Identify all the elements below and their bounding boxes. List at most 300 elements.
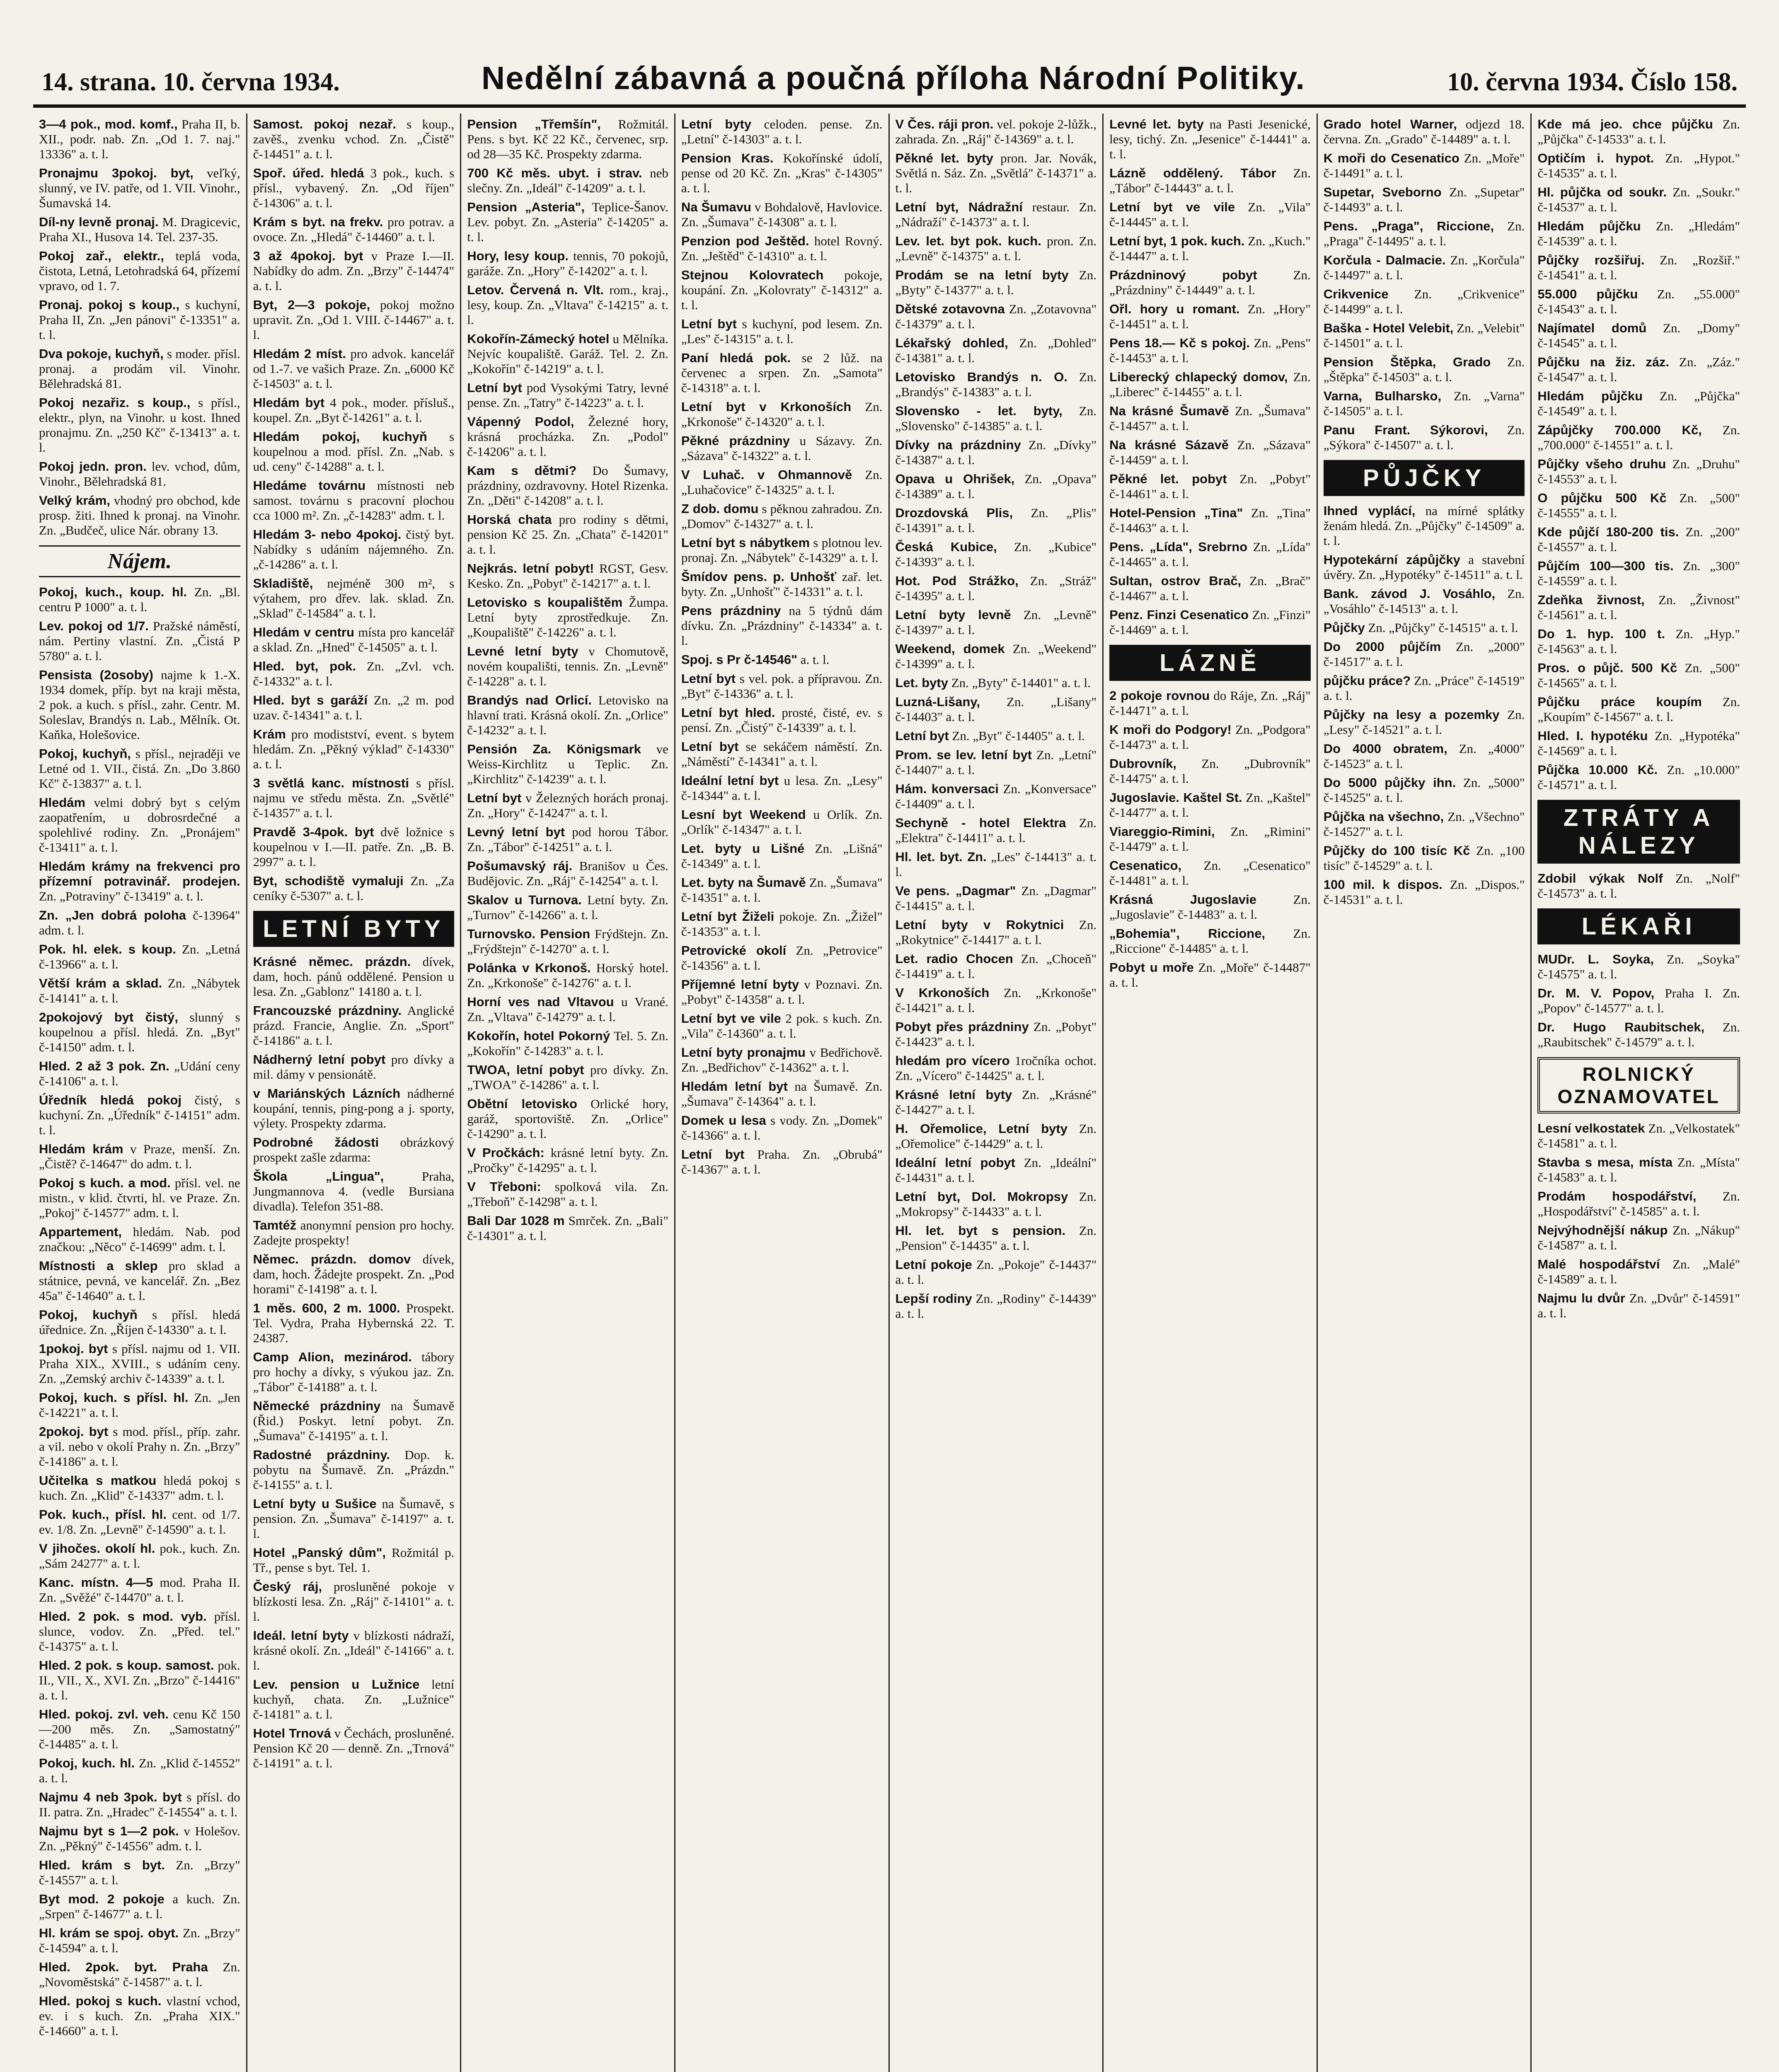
ad-headline: Pobyt u moře [1109,960,1194,975]
ad-body: Zn. „Vila" č-14445" a. t. l. [1109,200,1311,229]
ad-headline: Byt, 2—3 pokoje, [253,298,370,312]
ad-body: Zn. „Korčula" č-14497" a. t. l. [1323,253,1525,282]
classified-ad [1537,627,1740,656]
classified-ad [896,574,1097,603]
ad-headline: Hl. let. byt. Zn. [895,850,987,864]
ad-body: Zn. „Weekend" č-14399" a. t. l. [895,641,1097,671]
ad-body: Zn. „Zotavovna" č-14379" a. t. l. [895,302,1097,331]
ad-body: dívek, dam, hoch. pánů oddělené. Pension u lesa. Zn. „Gablonz" 14180 a. t. l. [253,954,455,999]
classified-ad [896,540,1097,569]
ad-headline: 2pokojový byt čistý, [39,1010,178,1024]
ad-headline: Letní byt s nábytkem [681,535,810,550]
ad-body: a stavební úvěry. Zn. „Hypotéky" č-14511" a. t. l. [1323,552,1525,582]
classified-ad [467,1145,668,1175]
ad-body: Zn. „Varna" č-14505" a. t. l. [1323,389,1525,418]
ad-headline: Pokoj jedn. pron. [39,459,147,474]
classified-ad [467,283,668,327]
classified-ad [467,1029,668,1058]
classified-ad [1324,117,1525,147]
classified-ad [681,977,883,1007]
ad-headline: Hotel-Pension „Tina" [1109,506,1243,520]
classified-ad [896,117,1097,147]
classified-ad [467,1213,668,1243]
section-heading-najem: Nájem. [39,545,240,577]
ad-headline: Stejnou Kolovratech [681,268,824,282]
classified-ad [681,705,883,735]
ad-body: 4 pok., moder. přísluš., koupel. Zn. „Byt č-14261" a. t. l. [253,395,455,425]
ad-body: s přísl., nejraději ve Letné od 1. VII., čistá. Zn. „Do 3.860 Kč" č-13837" a. t. l. [39,746,240,791]
ad-body: Tel. 5. Zn. „Kokořín" č-14283" a. t. l. [467,1029,668,1058]
ad-body: Zn. „Zvl. vch. č-14332" a. t. l. [253,659,455,688]
classified-ad [253,346,455,391]
classified-ad [681,943,883,973]
classified-ad [1109,722,1311,752]
ad-body: Zn. „Tina" č-14463" a. t. l. [1109,506,1311,535]
ad-headline: Zdobil výkak Nolf [1537,871,1663,886]
ad-body: Zn. „Ořemolice" č-14429" a. t. l. [895,1121,1097,1151]
classified-ad [1537,986,1740,1016]
ad-body: místnosti neb samost. továrnu s pracovní plochou cca 1000 m². Zn. „č-14283" adm. t. l. [253,478,455,523]
ad-headline: Najímatel domů [1537,321,1647,335]
ad-body: s vel. pok. a přípravou. Zn. „Byt" č-14336" a. t. l. [681,671,883,701]
ad-body: na 5 týdnů dám dívku. Zn. „Prázdniny" č-14334" a. t. l. [681,603,883,648]
ad-body: Zn. „Soukr." č-14537" a. t. l. [1537,185,1740,214]
ad-headline: Ideál. letní byty [253,1628,349,1643]
ad-headline: 1 měs. 600, 2 m. 1000. [253,1301,400,1315]
ad-body: Zn. „Pension" č-14435" a. t. l. [895,1223,1097,1253]
ad-headline: Pension „Asteria", [467,200,585,214]
classified-ad [681,467,883,497]
classified-ad [253,874,455,903]
classified-ad [253,249,455,293]
ad-body: cent. od 1/7. ev. 1/8. Zn. „Levně" č-14590" a. t. l. [39,1507,240,1537]
ad-body: Zn. „Riccione" č-14485" a. t. l. [1109,926,1311,956]
ad-body: mod. Praha II. Zn. „Svěžé" č-14470" a. t. l. [39,1575,240,1605]
classified-ad [253,215,455,244]
ad-body: lev. vchod, dům, Vinohr., Bělehradská 81. [39,459,240,489]
ad-body: Železné hory, krásná procházka. Zn. „Podol" č-14206" a. t. l. [467,414,668,459]
ad-headline: Hled. 2pok. byt. Praha [39,1960,208,1974]
classified-ad [681,1147,883,1177]
classified-ad [1109,756,1311,786]
ad-body: Zn. „Dubrovník" č-14475" a. t. l. [1109,756,1311,786]
ad-body: Pražské náměstí, nám. Pertiny vlastní. Zn. „Čistá P 5780" a. t. l. [39,619,240,663]
ad-headline: Dva pokoje, kuchyň, [39,346,164,361]
ad-headline: Levné letní byty [467,644,578,658]
classified-ad [1109,608,1311,637]
ad-headline: Zdeňka živnost, [1537,593,1645,607]
ad-headline: Pronaj. pokoj s koup., [39,298,180,312]
ad-headline: Hled. krám s byt. [39,1858,165,1872]
ad-headline: v Mariánských Lázních [253,1086,401,1101]
ad-body: Smrček. Zn. „Bali" č-14301" a. t. l. [467,1213,668,1243]
ad-body: v Bedřichově. Zn. „Bedřichov" č-14362" a. t. l. [681,1045,883,1075]
ad-headline: Krám [253,727,286,741]
classified-ad [896,370,1097,399]
ad-headline: Letní byt [467,380,522,395]
classified-ad [467,595,668,640]
classified-ad [896,302,1097,332]
ad-body: pro dívky a mil. dámy v pensionátě. [253,1052,455,1082]
classified-ad [1109,790,1311,820]
ad-headline: Jugoslavie. Kaštel St. [1109,790,1242,805]
ad-headline: Hledám krámy na frekvenci pro přízemní potravinář. prodejen. [39,859,240,888]
ad-body: Rožmitál p. Tř., pense s byt. Tel. 1. [253,1545,455,1575]
ad-headline: Baška - Hotel Velebit, [1323,321,1454,335]
ad-body: Zn. „Krkonoše" č-14421" a. t. l. [895,985,1097,1015]
page-title: Nedělní zábavná a poučná příloha Národní Politiky. [481,60,1306,96]
ad-body: Zn. „Pobyt" č-14461" a. t. l. [1109,472,1311,501]
ad-headline: Byt mod. 2 pokoje [39,1892,165,1906]
ad-headline: K moři do Podgory! [1109,722,1232,737]
ad-headline: Letní byty levně [895,608,1011,622]
ad-body: Zn. „Opava" č-14389" a. t. l. [895,472,1097,501]
column-6 [1104,114,1318,2072]
ad-headline: Paní hledá pok. [681,351,791,365]
ad-body: dívek, dam, hoch. Žádejte prospekt. Zn. „Pod horami" č-14198" a. t. l. [253,1252,455,1296]
classified-ad [1537,423,1740,453]
ad-body: M. Dragicevic, Praha XI., Husova 14. Tel. 237-35. [39,215,240,244]
ad-headline: 3 světlá kanc. místnosti [253,776,409,790]
ad-headline: Camp Alion, mezinárod. [253,1350,412,1364]
classified-ad [39,1142,240,1172]
classified-ad [681,773,883,803]
ad-headline: Pens prázdniny [681,603,781,618]
ad-body: v Chomutově, novém koupališti, tennis. Zn. „Levně" č-14228" a. t. l. [467,644,668,688]
ad-body: čistý, s kuchyní. Zn. „Úředník" č-14151" adm. t. l. [39,1093,240,1137]
ad-headline: 3—4 pok., mod. komf., [39,117,178,131]
ad-headline: Najmu lu dvůr [1537,1291,1625,1305]
ad-body: 3 pok., kuch. s přísl., vybavený. Zn. „Od říjen" č-14306" a. t. l. [253,166,455,210]
ad-body: v Poznavi. Zn. „Pobyt" č-14358" a. t. l. [681,977,883,1007]
ad-body: s plotnou lev. pronaj. Zn. „Nábytek" č-14329" a. t. l. [681,535,883,565]
classified-ad [467,995,668,1024]
ad-body: Zn. „Dispos." č-14531" a. t. l. [1323,877,1525,907]
ad-headline: Viareggio-Rimini, [1109,824,1215,839]
ad-headline: Lev. let. byt pok. kuch. [895,234,1041,248]
ad-headline: Krásné němec. prázdn. [253,954,411,969]
ad-body: Zn. „Lesy" č-14521" a. t. l. [1323,707,1525,737]
classified-ad [467,825,668,854]
ad-headline: Pokoj, kuch., koup. hl. [39,585,187,599]
ad-body: letní kuchyň, chata. Zn. „Lužnice" č-14181" a. t. l. [253,1677,455,1721]
ad-headline: Hám. konversaci [895,782,999,796]
classified-ad [1109,404,1311,433]
classified-ad [253,1496,455,1541]
ad-body: Zn. „Hyp." č-14563" a. t. l. [1537,627,1740,656]
ad-headline: Letní byt [895,729,949,743]
ad-headline: Hledám [39,795,85,810]
classified-ad [681,671,883,701]
ad-body: tennis, 70 pokojů, garáže. Zn. „Hory" č-14202" a. t. l. [467,249,668,278]
classified-ad [39,859,240,904]
ad-headline: Letní byt [467,791,522,805]
ad-headline: Hled. 2 pok. s koup. samost. [39,1658,214,1673]
classified-ad [1324,253,1525,283]
ad-headline: Prázdninový pobyt [1109,268,1257,282]
ad-body: Zn. „Nábytek č-14141" a. t. l. [39,976,240,1005]
classified-ad [467,1063,668,1092]
ad-headline: Optičím i. hypot. [1537,151,1654,165]
classified-ad [681,501,883,531]
ad-body: Zn. „100 tisíc" č-14529" a. t. l. [1323,843,1525,873]
classified-ad [467,166,668,196]
classified-ad [467,1097,668,1141]
classified-ad [1324,219,1525,249]
classified-ad [681,1079,883,1109]
classified-ad [1324,586,1525,616]
ad-headline: Letní byt v Krkonoších [681,399,852,414]
ad-headline: Appartement, [39,1225,122,1239]
ad-headline: Korčula - Dalmacie. [1323,253,1446,267]
classified-ad [1537,253,1740,283]
ad-headline: Let. byty [895,675,948,690]
ad-body: Zn. „Praga" č-14495" a. t. l. [1323,219,1525,248]
ad-body: s přísl. hledá úřednice. Zn. „Říjen č-14330" a. t. l. [39,1307,240,1337]
ad-headline: Penz. Finzi Cesenatico [1109,608,1249,622]
classified-ad [1324,423,1525,453]
ad-body: Zn. „Rimini" č-14479" a. t. l. [1109,824,1311,854]
classified-ad [681,151,883,196]
classified-ad [253,1447,455,1492]
ad-headline: Samost. pokoj nezař. [253,117,396,131]
classified-ad [1324,389,1525,419]
ad-headline: O půjčku 500 Kč [1537,491,1667,505]
ad-body: Zn. „Kubice" č-14393" a. t. l. [895,540,1097,569]
ad-body: Zn. „Stráž" č-14395" a. t. l. [895,574,1097,603]
ad-headline: Letní byty pronajmu [681,1045,806,1060]
ad-body: Zn. „Brandýs" č-14383" a. t. l. [895,370,1097,399]
classified-ad [896,1291,1097,1321]
ad-headline: Horská chata [467,512,552,527]
ad-headline: Bank. závod J. Vosáhlo, [1323,586,1496,601]
classified-ad [1324,843,1525,873]
ad-headline: Lékařský dohled, [895,336,1008,350]
ad-headline: Najmu 4 neb 3pok. byt [39,1790,182,1804]
ad-body: Zn. „Petrovice" č-14356" a. t. l. [681,943,883,973]
ad-headline: Pension Kras. [681,151,774,165]
ad-body: Zn. „Půjčky" č-14515" a. t. l. [1365,620,1518,635]
ad-headline: Letní byt, Dol. Mokropsy [895,1189,1068,1204]
classified-ad [896,1189,1097,1219]
ad-headline: Hled. 2 pok. s mod. vyb. [39,1609,207,1624]
ad-headline: Ořl. hory u romant. [1109,302,1240,316]
ad-headline: Hled. pokoj s kuch. [39,1994,162,2008]
ad-body: pok. II., VII., X., XVI. Zn. „Brzo" č-14416" a. t. l. [39,1658,240,1702]
ad-body: Do Šumavy, prázdniny, ozdravovny. Hotel Rizenka. Zn. „Děti" č-14208" a. t. l. [467,463,668,508]
ad-headline: V Pročkách: [467,1145,545,1160]
ad-body: Zn. „Potraviny" č-13419" a. t. l. [39,889,203,903]
ad-headline: Hledám byt [253,395,325,410]
ad-headline: 2pokoj. byt [39,1424,109,1439]
ad-body: Zn. „Velebit" č-14501" a. t. l. [1323,321,1525,350]
ad-body: Zn. „Brzy" č-14557" a. t. l. [39,1858,240,1887]
ad-headline: Němec. prázdn. domov [253,1252,411,1266]
classified-ad [253,1350,455,1394]
ad-body: s kuchyní, pod lesem. Zn. „Les" č-14315" a. t. l. [681,317,883,346]
ad-headline: Hl. let. byt s pension. [895,1223,1066,1238]
classified-ad [1537,457,1740,487]
ad-body: s koupelnou a mod. přísl. Zn. „Nab. s ud. ceny" č-14288" a. t. l. [253,429,455,474]
classified-ad [253,1579,455,1624]
ad-body: Zn. „Dívky" č-14387" a. t. l. [895,438,1097,467]
ad-body: Zn. „Jen č-14221" a. t. l. [39,1390,240,1420]
classified-ad [253,166,455,211]
ad-headline: Dubrovník, [1109,756,1177,771]
ad-body: s přísl. do II. patra. Zn. „Hradec" č-14554" a. t. l. [39,1790,240,1819]
ad-body: Zn. „Půjčka" č-14549" a. t. l. [1537,389,1740,418]
ad-headline: Pensista (2osoby) [39,668,153,682]
classified-ad [39,249,240,293]
ad-headline: Hled. 2 až 3 pok. Zn. [39,1059,169,1073]
ad-headline: Letní byty v Rokytnici [895,917,1064,932]
classified-ad [253,527,455,572]
classified-ad [896,1223,1097,1253]
ad-body: slunný s koupelnou a přísl. hledá. Zn. „Byt" č-14150" adm. t. l. [39,1010,240,1054]
ad-body: prosluněné pokoje v blízkosti lesa. Zn. „Ráj" č-14101" a. t. l. [253,1579,455,1624]
classified-ad [896,1121,1097,1151]
classified-ad [39,1658,240,1703]
ad-headline: Pokoj, kuch. s přísl. hl. [39,1390,189,1405]
ad-body: nádherné koupání, tennis, ping-pong a j. sporty, výlety. Prospekty zdarma. [253,1086,455,1130]
classified-ad [253,1545,455,1575]
ad-headline: Z dob. domu [681,501,759,516]
ad-body: pod horou Tábor. Zn. „Tábor" č-14251" a. t. l. [467,825,668,854]
ad-body: v Čechách, prosluněné. Pension Kč 20 — denně. Zn. „Trnová" č-14191" a. t. l. [253,1726,455,1770]
ad-body: Zn. „2 m. pod uzav. č-14341" a. t. l. [253,693,455,722]
classified-ad [39,908,240,938]
ad-headline: Domek u lesa [681,1113,766,1128]
ad-body: Zn. „Práce" č-14519" a. t. l. [1323,673,1525,703]
ad-headline: Kanc. místn. 4—5 [39,1575,153,1590]
classified-ad [896,782,1097,811]
classified-ad [896,472,1097,501]
classified-ad [1537,593,1740,622]
ad-headline: Lesní velkostatek [1537,1121,1645,1135]
classified-ad [253,429,455,474]
ad-body: Zn. „5000" č-14525" a. t. l. [1323,775,1525,805]
ad-body: na Pasti Jesenické, lesy, tichý. Zn. „Jesenice" č-14441" a. t. l. [1109,117,1311,161]
ad-headline: Pěkné prázdniny [681,433,790,448]
ad-headline: hledám pro vícero [895,1053,1010,1068]
ad-headline: Pens. „Lída", Srebrno [1109,540,1248,554]
ad-body: Orlické hory, garáž, sportoviště. Zn. „Orlice" č-14290" a. t. l. [467,1097,668,1141]
classified-ad [39,976,240,1006]
ad-body: s přísl. najmu od 1. VII. Praha XIX., XVIII., s udáním ceny. Zn. „Zemský archiv č-14339" a. t. l. [39,1341,240,1386]
classified-ad [39,1225,240,1254]
classified-ad [467,1179,668,1209]
ad-body: Zn. „Lída" č-14465" a. t. l. [1109,540,1311,569]
classified-ad [253,576,455,621]
ad-headline: Dívky na prázdniny [895,438,1021,452]
classified-ad [681,807,883,837]
ad-headline: Letní byt [681,317,737,331]
classified-ad [39,1307,240,1337]
ad-body: Zn. „Pobyt" č-14423" a. t. l. [895,1019,1097,1049]
classified-ad [1537,1223,1740,1253]
ad-headline: Pokoj, kuchyň, [39,746,131,761]
ad-body: Zn. „Živnost" č-14561" a. t. l. [1537,593,1740,622]
classified-ad [1537,661,1740,690]
ad-body: Zn. „2000" č-14517" a. t. l. [1323,639,1525,669]
ad-body: přísl. slunce, vodov. Zn. „Před. tel." č-14375" a. t. l. [39,1609,240,1653]
ad-headline: Příjemné letní byty [681,977,799,992]
classified-ad [39,1575,240,1605]
classified-ad [39,1707,240,1752]
ad-body: Zn. „Pokoje" č-14437" a. t. l. [895,1257,1097,1287]
classified-ad [39,746,240,791]
classified-ad [39,1609,240,1654]
ad-body: vlastní vchod, ev. i s kuch. Zn. „Praha XIX." č-14660" a. t. l. [39,1994,240,2038]
ad-body: Zn. „Hypotéka" č-14569" a. t. l. [1537,729,1740,758]
classified-ad [253,1003,455,1048]
ad-headline: Supetar, Sveborno [1323,185,1442,199]
classified-ad [253,478,455,523]
classified-ad [681,603,883,648]
classified-ad [1324,503,1525,548]
classified-ad [896,608,1097,637]
ad-body: pro advok. kancelář od 1.-7. ve vašich Praze. Zn. „6000 Kč č-14503" a. t. l. [253,346,455,391]
issue-date-number: 10. června 1934. Číslo 158. [1447,68,1738,96]
ad-body: pro dívky. Zn. „TWOA" č-14286" a. t. l. [467,1063,668,1092]
ad-headline: Lev. pension u Lužnice [253,1677,420,1692]
classified-ad [896,641,1097,671]
ad-headline: Německé prázdniny [253,1399,381,1413]
ad-headline: Hledám 3- nebo 4pokoj. [253,527,402,542]
ad-headline: Hled. pokoj. zvl. veh. [39,1707,169,1721]
ad-body: veľký, slunný, ve IV. patře, od 1. VII. Vinohr., Šumavská 14. [39,166,240,210]
ad-body: s přísl. najmu ve středu města. Zn. „Světlé" č-14357" a. t. l. [253,776,455,820]
ad-headline: Letní pokoje [895,1257,972,1272]
ad-body: s kuchyní, Praha II, Zn. „Jen pánovi" č-13351" a. t. l. [39,298,240,342]
ad-body: pokoje. Zn. „Žižel" č-14353" a. t. l. [681,909,883,939]
ad-body: Zn. „Brzy" č-14594" a. t. l. [39,1926,240,1955]
ad-body: Zn. „Brač" č-14467" a. t. l. [1109,574,1311,603]
ad-body: Zn. „Dohled" č-14381" a. t. l. [895,336,1097,365]
classified-ad [896,404,1097,433]
ad-headline: Půjčky na lesy a pozemky [1323,707,1500,722]
ad-headline: Hledám 2 míst. [253,346,346,361]
ad-body: Zn. „Štěpka" č-14503" a. t. l. [1323,355,1525,384]
classified-ad [1537,321,1740,351]
classified-ad [39,395,240,455]
classified-ad [467,561,668,591]
section-heading-ztraty: ZTRÁTY A NÁLEZY [1537,800,1740,864]
classified-ad [681,569,883,599]
ad-body: Zn. „Novoměstská" č-14587" a. t. l. [39,1960,240,1989]
ad-body: Zn. „Druhu" č-14553" a. t. l. [1537,457,1740,486]
ad-headline: Hledám letní byt [681,1079,788,1094]
ad-body: v Železných horách pronaj. Zn. „Hory" č-14247" a. t. l. [467,791,668,820]
ad-body: přísl. vel. ne mistn., v klid. čtvrti, hl. ve Praze. Zn. „Pokoj" č-14577" adm. t. l. [39,1176,240,1220]
ad-body: 2 pok. s kuch. Zn. „Vila" č-14360" a. t. l. [681,1011,883,1041]
classified-ad [467,332,668,376]
ad-body: Zn. „Lišná" č-14349" a. t. l. [681,841,883,871]
ad-headline: Grado hotel Warner, [1323,117,1457,131]
ad-body: zař. let. byty. Zn. „Unhošť" č-14331" a. t. l. [681,569,883,599]
classified-ad [1324,877,1525,907]
classified-ad [467,463,668,508]
ad-body: Praha. Zn. „Obrubá" č-14367" a. t. l. [681,1147,883,1176]
classified-ad [39,1994,240,2038]
ad-body: Zn. „55.000" č-14543" a. t. l. [1537,287,1740,316]
classified-ad [1537,491,1740,520]
classified-ad [39,585,240,615]
section-heading-lekari: LÉKAŘI [1537,908,1740,944]
classified-ad [1109,336,1311,366]
ad-body: Zn. „Všechno" č-14527" a. t. l. [1323,809,1525,839]
classified-ad [1324,620,1525,635]
